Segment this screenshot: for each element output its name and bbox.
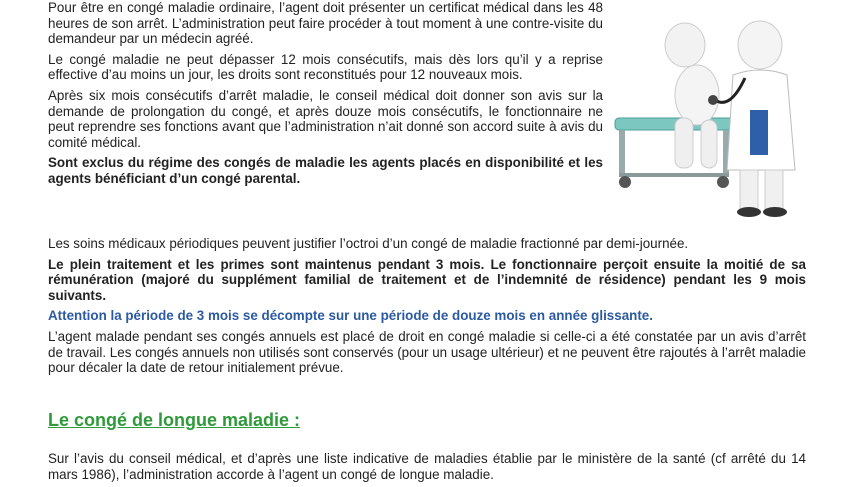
text-full-width: [48, 236, 806, 381]
text-bottom: [48, 451, 806, 487]
paragraph-exclus: Sont exclus du régime des congés de maladie les agents placés en disponibilité et les agents bénéficiant d’un congé parental.: [48, 155, 603, 186]
doctor-examining-patient-illustration: [605, 0, 850, 225]
paragraph-duree: Le congé maladie ne peut dépasser 12 mois consécutifs, mais dès lors qu’il y a reprise effective d’au moins un jour, les droits sont reconstitués pour 12 nouveaux mois.: [48, 51, 603, 83]
paragraph-conseil-medical: Après six mois consécutifs d’arrêt maladie, le conseil médical doit donner son avis sur la demande de prolongation du congé, et après douze mois consécutifs, le fonctionnaire ne peut reprendre ses fonctions avant que l’administration n’ait donné son accord suite à avis du comité médical.: [48, 87, 603, 150]
paragraph-certificat: Pour être en congé maladie ordinaire, l’agent doit présenter un certificat médical dans les 48 heures de son arrêt. L’administration peut faire procéder à tout moment à une contre-visite du demandeur par un médecin agréé.: [48, 0, 603, 47]
text-column: [48, 0, 603, 192]
paragraph-soins: Les soins médicaux périodiques peuvent justifier l’octroi d’un congé de maladie fractionné par demi-journée.: [48, 236, 689, 251]
paragraph-attention: Attention la période de 3 mois se décompte sur une période de douze mois en année glissante.: [48, 308, 653, 324]
paragraph-conges-annuels: L’agent malade pendant ses congés annuels est placé de droit en congé maladie si celle-ci a été constatée par un avis d’arrêt de travail. Les congés annuels non utilisés sont conservés (pour un usage ultérieur) et ne peuvent être rajoutés à l’arrêt maladie pour décaler la date de retour initialement prévue.: [48, 328, 806, 376]
section-heading: Le congé de longue maladie :: [48, 410, 301, 430]
paragraph-traitement: Le plein traitement et les primes sont maintenus pendant 3 mois. Le fonctionnaire perçoit ensuite la moitié de sa rémunération (majoré du supplément familial de traitement et de l’indemnité de résidence) pendant les 9 mois suivants.: [48, 256, 806, 303]
paragraph-longue-maladie: Sur l’avis du conseil médical, et d’après une liste indicative de maladies établie par le ministère de la santé (cf arrêté du 14 mars 1986), l’administration accorde à l’agent un congé de longue maladie.: [48, 451, 806, 482]
doctor-patient-icon: [605, 0, 850, 225]
